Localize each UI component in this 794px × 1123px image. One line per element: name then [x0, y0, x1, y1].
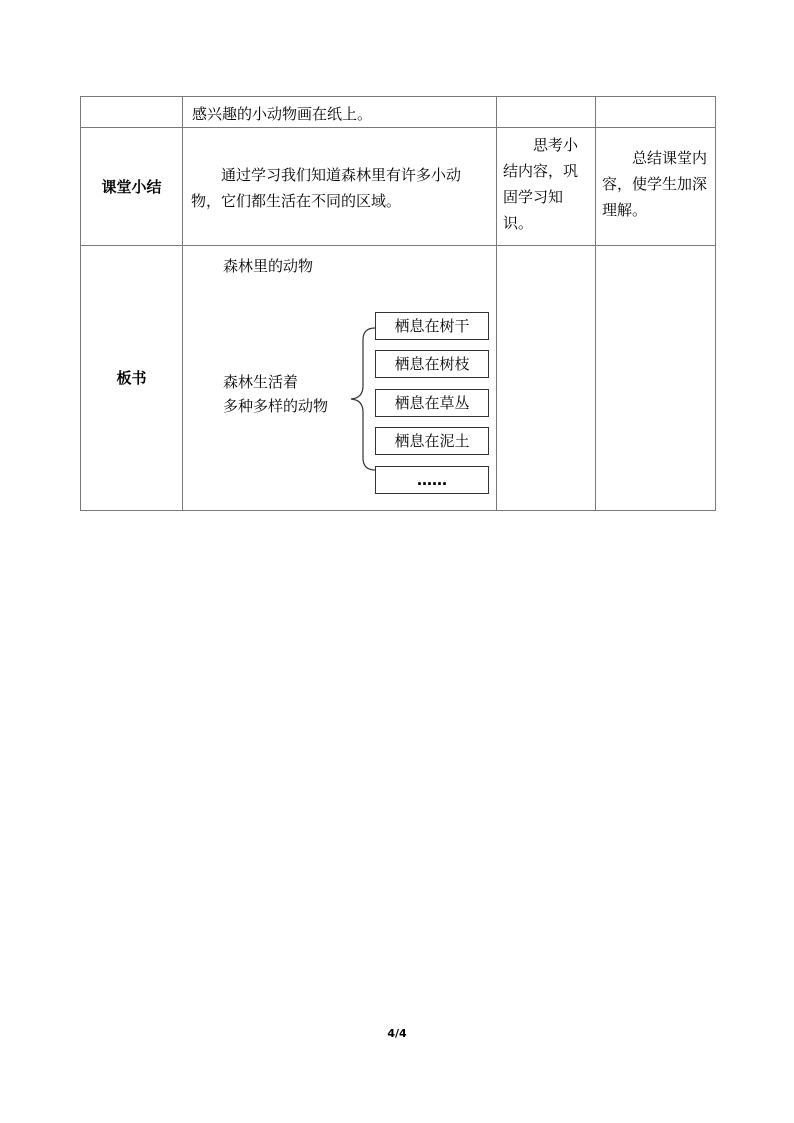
blackboard-diagram [183, 246, 496, 510]
curly-brace-icon [347, 326, 377, 472]
habitat-box-more: …… [375, 466, 489, 494]
table-row [81, 246, 716, 511]
row1-label-cell [81, 97, 183, 128]
habitat-box: 栖息在树干 [375, 312, 489, 340]
summary-label: 课堂小结 [81, 128, 183, 246]
board-title: 森林里的动物 [223, 257, 314, 275]
row1-content: 感兴趣的小动物画在纸上。 [192, 105, 373, 123]
blackboard-label: 板书 [81, 246, 183, 511]
habitat-box: 栖息在泥土 [375, 427, 489, 455]
blackboard-content-cell [183, 246, 497, 511]
board-left-line: 森林生活着 [223, 373, 299, 391]
table-row [81, 128, 716, 246]
summary-content-cell [183, 128, 497, 246]
blackboard-intent-cell [596, 246, 716, 511]
row1-content-cell [183, 97, 497, 128]
table-row [81, 97, 716, 128]
row1-intent-cell [596, 97, 716, 128]
summary-design-intent: 总结课堂内容，使学生加深理解。 [602, 149, 708, 219]
habitat-box: 栖息在树枝 [375, 350, 489, 378]
summary-student-activity: 思考小结内容，巩固学习知识。 [503, 136, 579, 232]
blackboard-student-cell [497, 246, 596, 511]
row1-student-cell [497, 97, 596, 128]
summary-intent-cell [596, 128, 716, 246]
lesson-plan-table [80, 96, 716, 511]
board-left-text [223, 370, 328, 418]
board-left-line: 多种多样的动物 [223, 397, 329, 415]
page-number: 4/4 [387, 1027, 407, 1040]
summary-content: 通过学习我们知道森林里有许多小动物，它们都生活在不同的区域。 [191, 166, 462, 210]
habitat-box: 栖息在草丛 [375, 389, 489, 417]
summary-student-cell [497, 128, 596, 246]
